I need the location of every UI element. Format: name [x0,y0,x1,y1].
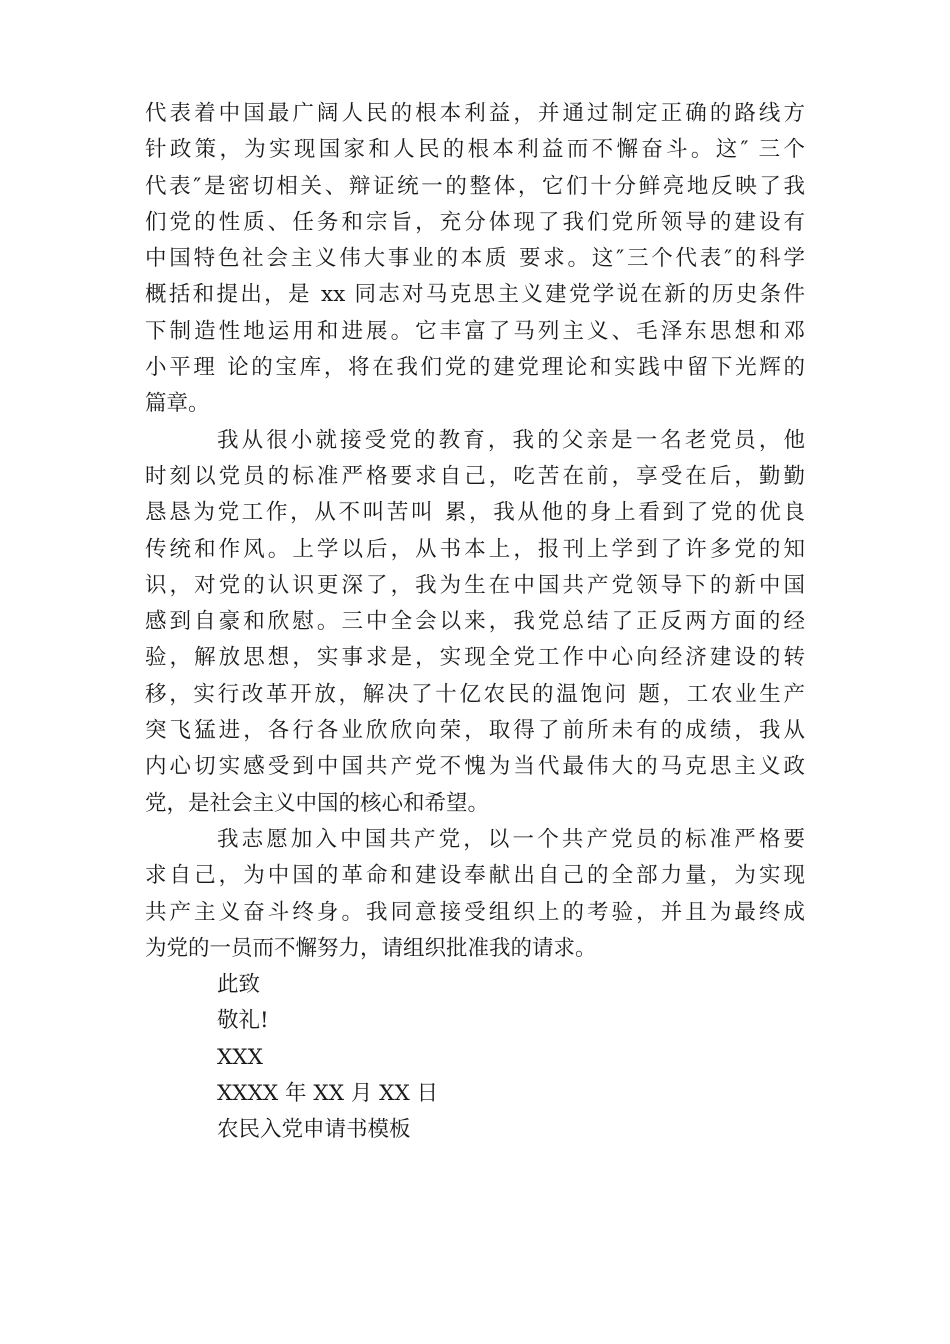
text-line: 识，对党的认识更深了，我为生在中国共产党领导下的新中国 [145,572,805,598]
text-line: 篇章。 [145,391,210,417]
paragraph-2 [145,423,805,822]
text-line: 内心切实感受到中国共产党不愧为当代最伟大的马克思主义政 [145,754,805,780]
text-line: 恳恳为党工作，从不叫苦叫 累，我从他的身上看到了党的优良 [145,500,805,526]
text-line: 们党的性质、任务和宗旨，充分体现了我们党所领导的建设有 [145,209,805,235]
text-line: 代表″是密切相关、辩证统一的整体，它们十分鲜亮地反映了我 [145,173,805,199]
text-line: 党，是社会主义中国的核心和希望。 [145,790,490,816]
text-line: 代表着中国最广阔人民的根本利益，并通过制定正确的路线方 [145,101,805,126]
paragraph-3 [145,822,805,967]
salutation: 此致 [217,972,261,998]
paragraph-1 [145,96,805,423]
next-section-title: 农民入党申请书模板 [217,1117,411,1143]
text-line: 小平理 论的宝库，将在我们党的建党理论和实践中留下光辉的 [145,355,805,381]
text-line: 移，实行改革开放，解决了十亿农民的温饱问 题，工农业生产 [145,681,805,707]
text-line: 感到自豪和欣慰。三中全会以来，我党总结了正反两方面的经 [145,609,805,635]
text-line: 验，解放思想，实事求是，实现全党工作中心向经济建设的转 [145,645,805,671]
text-line: 我志愿加入中国共产党，以一个共产党员的标准严格要 [217,826,805,852]
signature-name: XXX [217,1044,263,1070]
regards: 敬礼! [217,1008,269,1034]
letter-closing [145,967,805,1148]
text-line: 针政策，为实现国家和人民的根本利益而不懈奋斗。这″ 三个 [145,137,805,163]
text-line: 时刻以党员的标准严格要求自己，吃苦在前，享受在后，勤勤 [145,463,805,489]
text-line: 突飞猛进，各行各业欣欣向荣，取得了前所未有的成绩，我从 [145,718,805,744]
text-line: 传统和作风。上学以后，从书本上，报刊上学到了许多党的知 [145,536,805,562]
text-line: 下制造性地运用和进展。它丰富了马列主义、毛泽东思想和邓 [145,318,805,344]
text-line: 共产主义奋斗终身。我同意接受组织上的考验，并且为最终成 [145,899,805,925]
document-page [145,96,805,1149]
signature-date: XXXX 年 XX 月 XX 日 [217,1081,439,1107]
text-line: 为党的一员而不懈努力，请组织批准我的请求。 [145,935,597,961]
text-line: 中国特色社会主义伟大事业的本质 要求。这″三个代表″的科学 [145,246,805,272]
text-line: 我从很小就接受党的教育，我的父亲是一名老党员，他 [217,427,805,453]
text-line: 求自己，为中国的革命和建设奉献出自己的全部力量，为实现 [145,863,805,889]
text-line: 概括和提出，是 xx 同志对马克思主义建党学说在新的历史条件 [145,282,805,308]
